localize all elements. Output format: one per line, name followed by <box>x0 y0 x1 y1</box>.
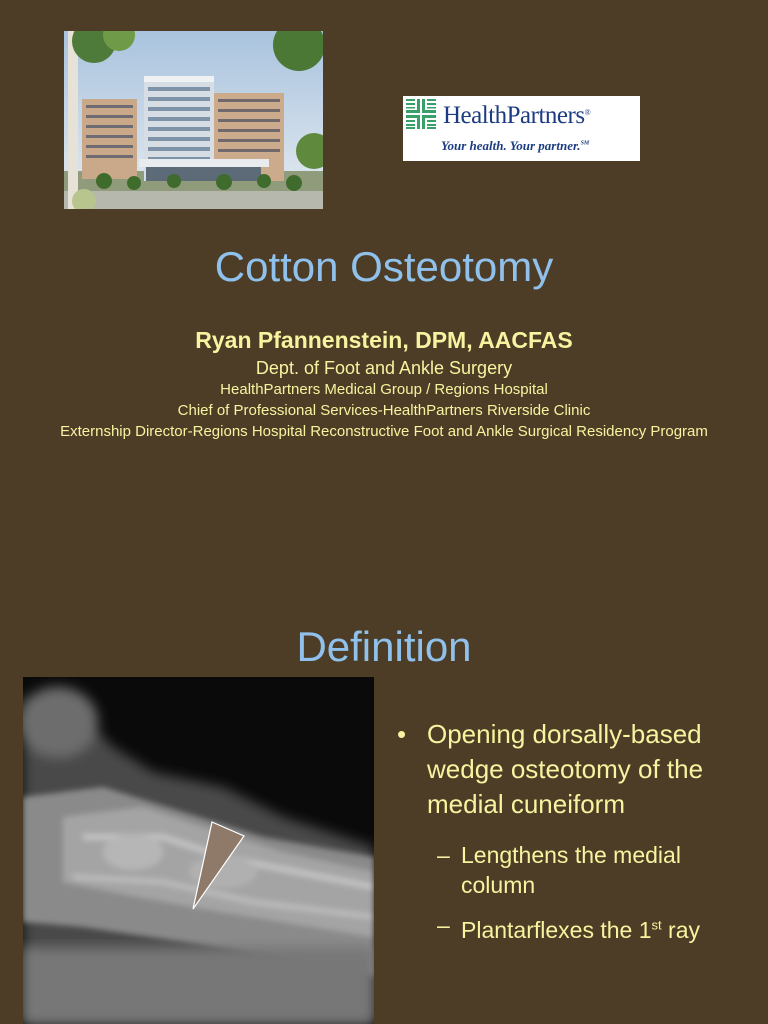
bullet-dash: – <box>437 842 450 868</box>
slide-title: Cotton Osteotomy <box>214 243 554 290</box>
sub-bullet-text: Plantarflexes the 1st ray <box>461 916 700 943</box>
externship-line: Externship Director-Regions Hospital Reconstructive Foot and Ankle Surgical Residency Program <box>60 423 708 440</box>
logo-tagline: Your health. Your partner.℠ <box>441 138 590 153</box>
bullet-dash: – <box>437 912 450 938</box>
medical-group-line: HealthPartners Medical Group / Regions Hospital <box>220 381 548 398</box>
bullet-dot: • <box>397 719 407 749</box>
sub-bullet <box>393 840 723 900</box>
author-name: Ryan Pfannenstein, DPM, AACFAS <box>195 327 573 353</box>
slide-title: Definition <box>296 623 472 670</box>
bullet-main-text: Opening dorsally-based wedge osteotomy of the medial cuneiform <box>427 719 704 819</box>
sub-bullet <box>393 910 723 945</box>
foot-xray-image <box>23 677 374 1024</box>
bullet-main <box>393 717 723 822</box>
definition-bullets <box>393 717 723 945</box>
chief-line: Chief of Professional Services-HealthPartners Riverside Clinic <box>177 402 591 419</box>
department-line: Dept. of Foot and Ankle Surgery <box>255 358 513 378</box>
healthpartners-cross-icon <box>406 99 436 129</box>
hospital-building-photo <box>64 31 323 209</box>
logo-brand-name: HealthPartners® <box>443 102 591 129</box>
sub-bullet-text: Lengthens the medial column <box>461 842 681 898</box>
healthpartners-logo <box>403 96 640 161</box>
definition-slide <box>0 560 768 1024</box>
